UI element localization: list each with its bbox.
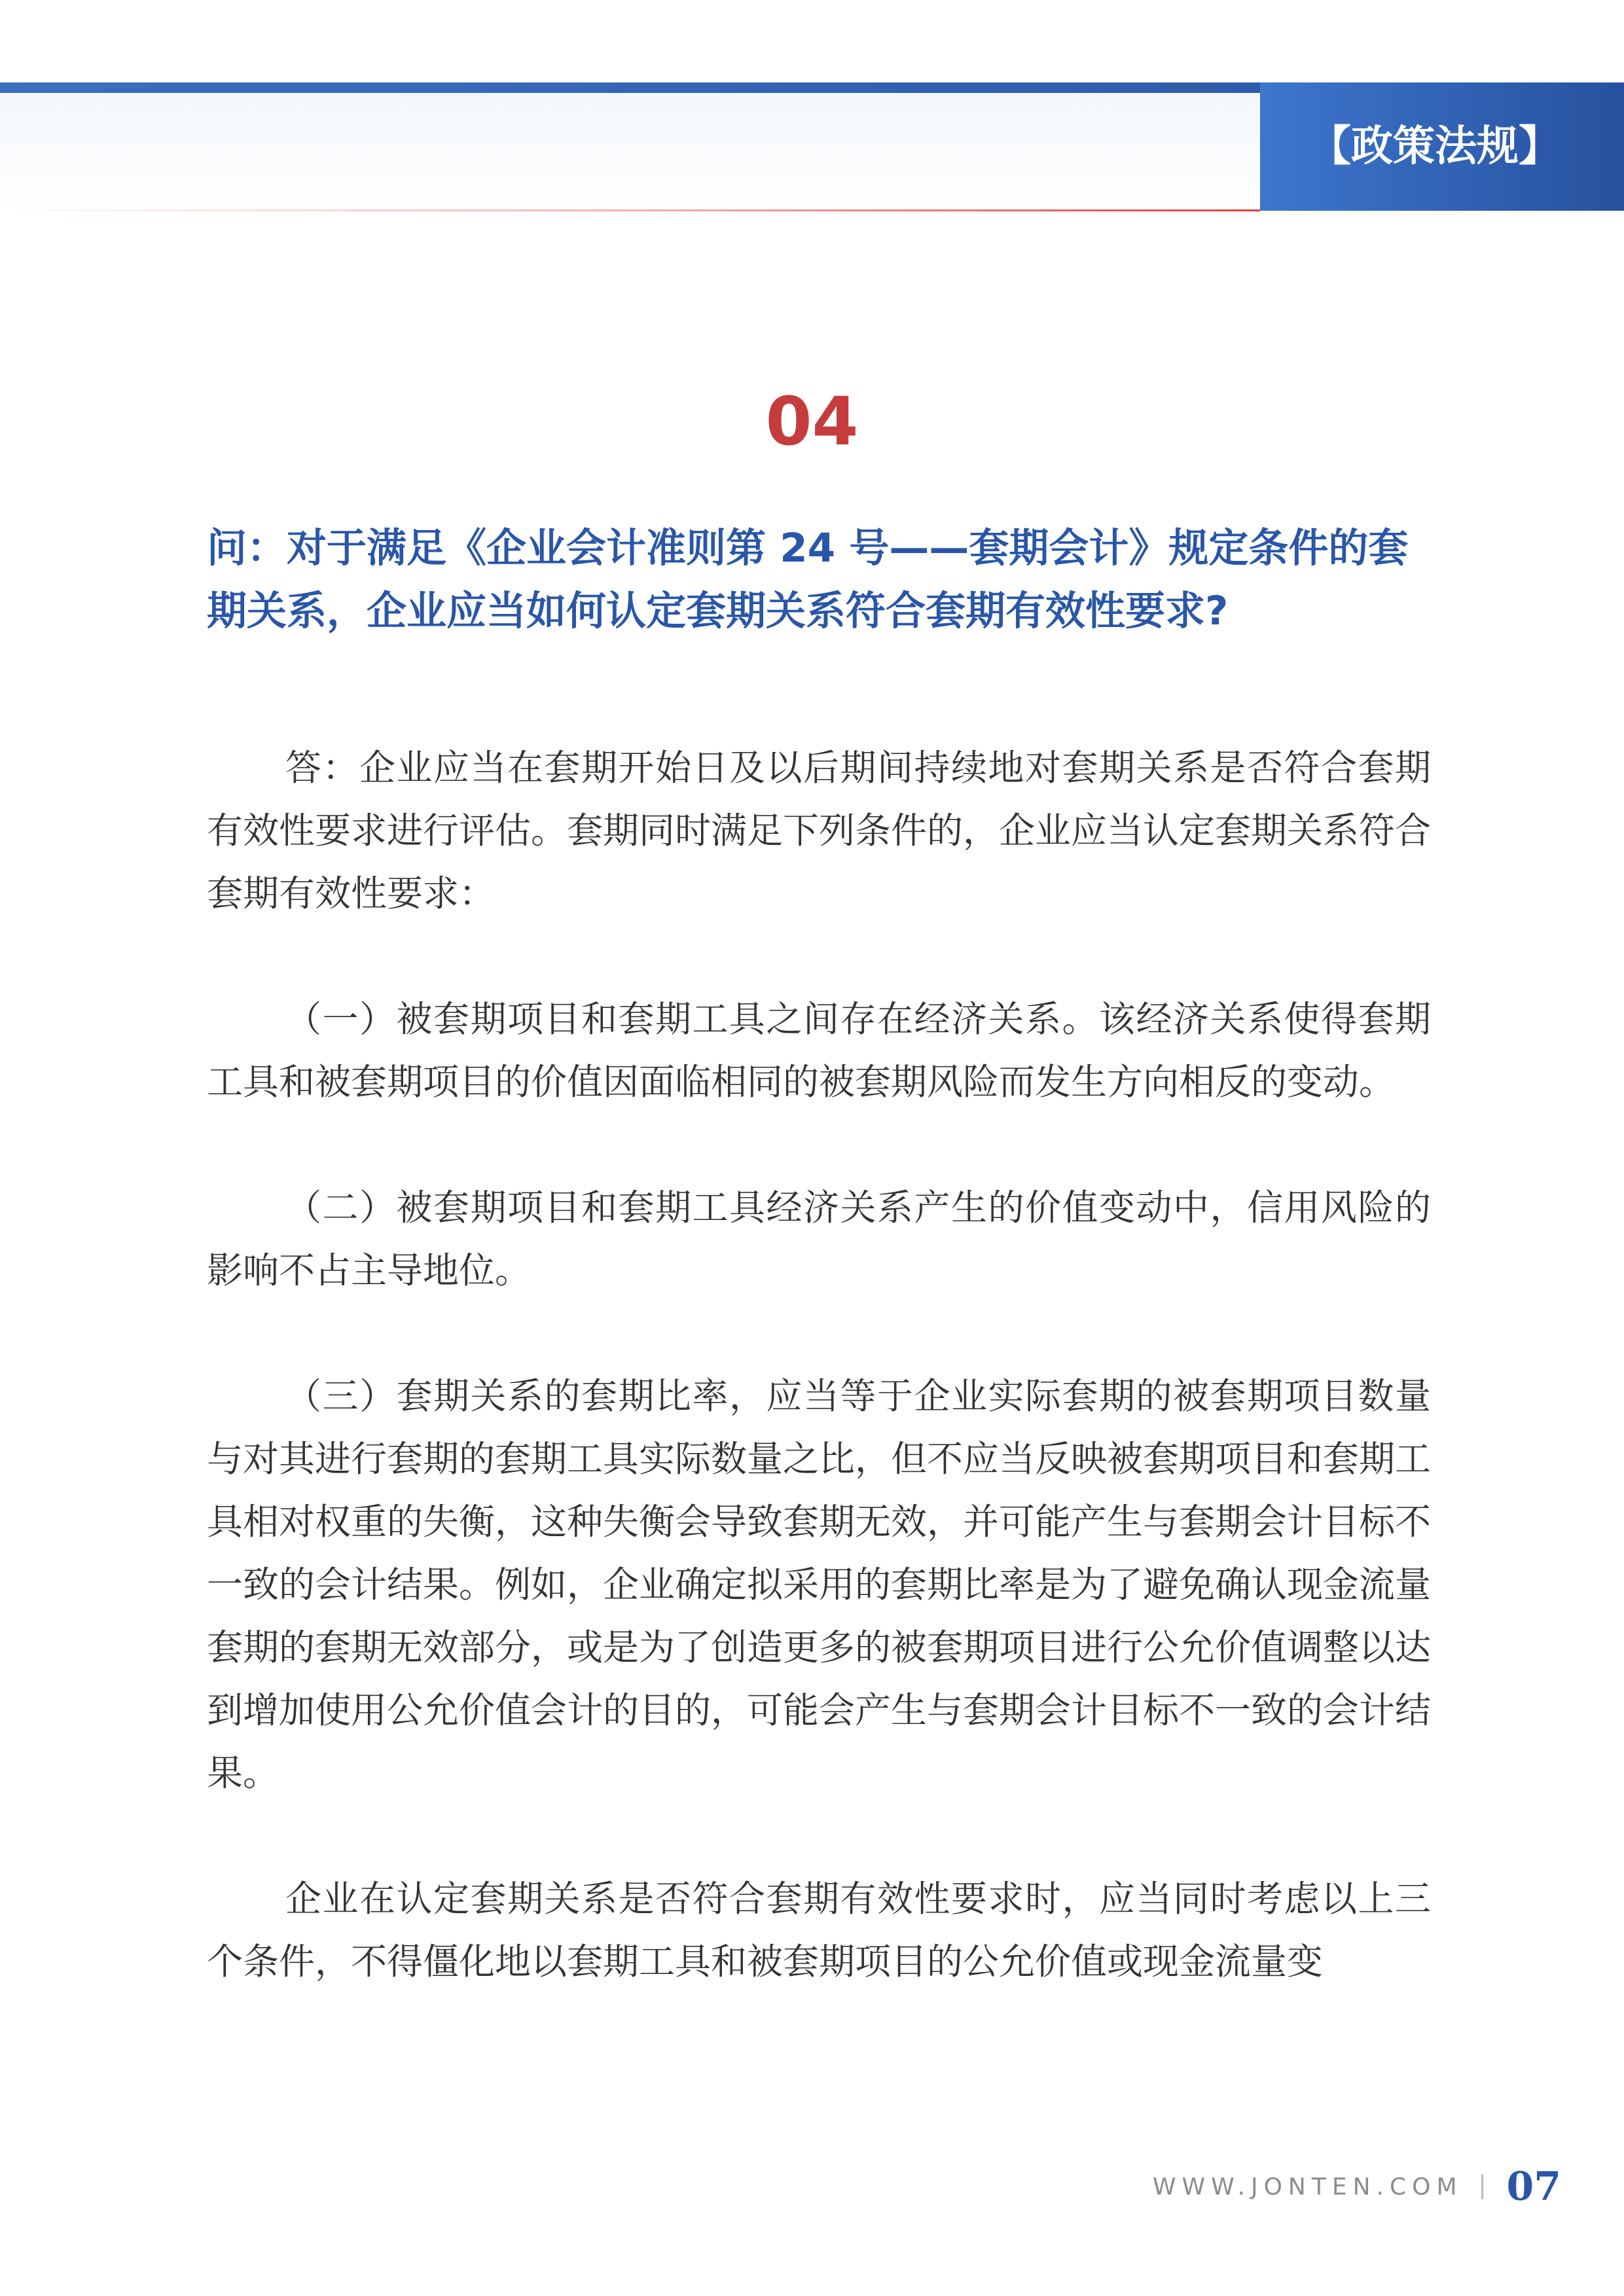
section-number: 04 <box>765 383 859 461</box>
header-top-rule <box>0 82 1260 93</box>
condition-one-paragraph: （一）被套期项目和套期工具之间存在经济关系。该经济关系使得套期工具和被套期项目的价值因面临相同的被套期风险而发生方向相反的变动。 <box>207 998 1431 1103</box>
answer-paragraph: 答：企业应当在套期开始日及以后期间持续地对套期关系是否符合套期有效性要求进行评估。套期同时满足下列条件的，企业应当认定套期关系符合套期有效性要求： <box>207 747 1432 914</box>
section-tag: 【政策法规】 <box>1260 82 1624 211</box>
footer-divider <box>1481 2174 1483 2199</box>
condition-three-paragraph: （三）套期关系的套期比率，应当等于企业实际套期的被套期项目数量与对其进行套期的套期工具实际数量之比，但不应当反映被套期项目和套期工具相对权重的失衡，这种失衡会导致套期无效，并可能产生与套期会计目标不一致的会计结果。例如，企业确定拟采用的套期比率是为了避免确认现金流量套期的套期无效部分，或是为了创造更多的被套期项目进行公允价值调整以达到增加使用公允价值会计的目的，可能会产生与套期会计目标不一致的会计结果。 <box>207 1375 1432 1794</box>
header-band <box>0 82 1260 211</box>
page-number: 07 <box>1506 2164 1561 2210</box>
answer-body <box>207 736 1431 1993</box>
page-footer <box>1153 2157 1561 2216</box>
header-bottom-rule <box>0 209 1260 211</box>
condition-two-paragraph: （二）被套期项目和套期工具经济关系产生的价值变动中，信用风险的影响不占主导地位。 <box>207 1187 1431 1291</box>
footer-website: WWW.JONTEN.COM <box>1152 2173 1463 2200</box>
conclusion-paragraph: 企业在认定套期关系是否符合套期有效性要求时，应当同时考虑以上三个条件，不得僵化地以套期工具和被套期项目的公允价值或现金流量变 <box>207 1878 1431 1982</box>
question-heading: 问：对于满足《企业会计准则第 24 号——套期会计》规定条件的套期关系，企业应当如何认定套期关系符合套期有效性要求? <box>207 525 1409 634</box>
